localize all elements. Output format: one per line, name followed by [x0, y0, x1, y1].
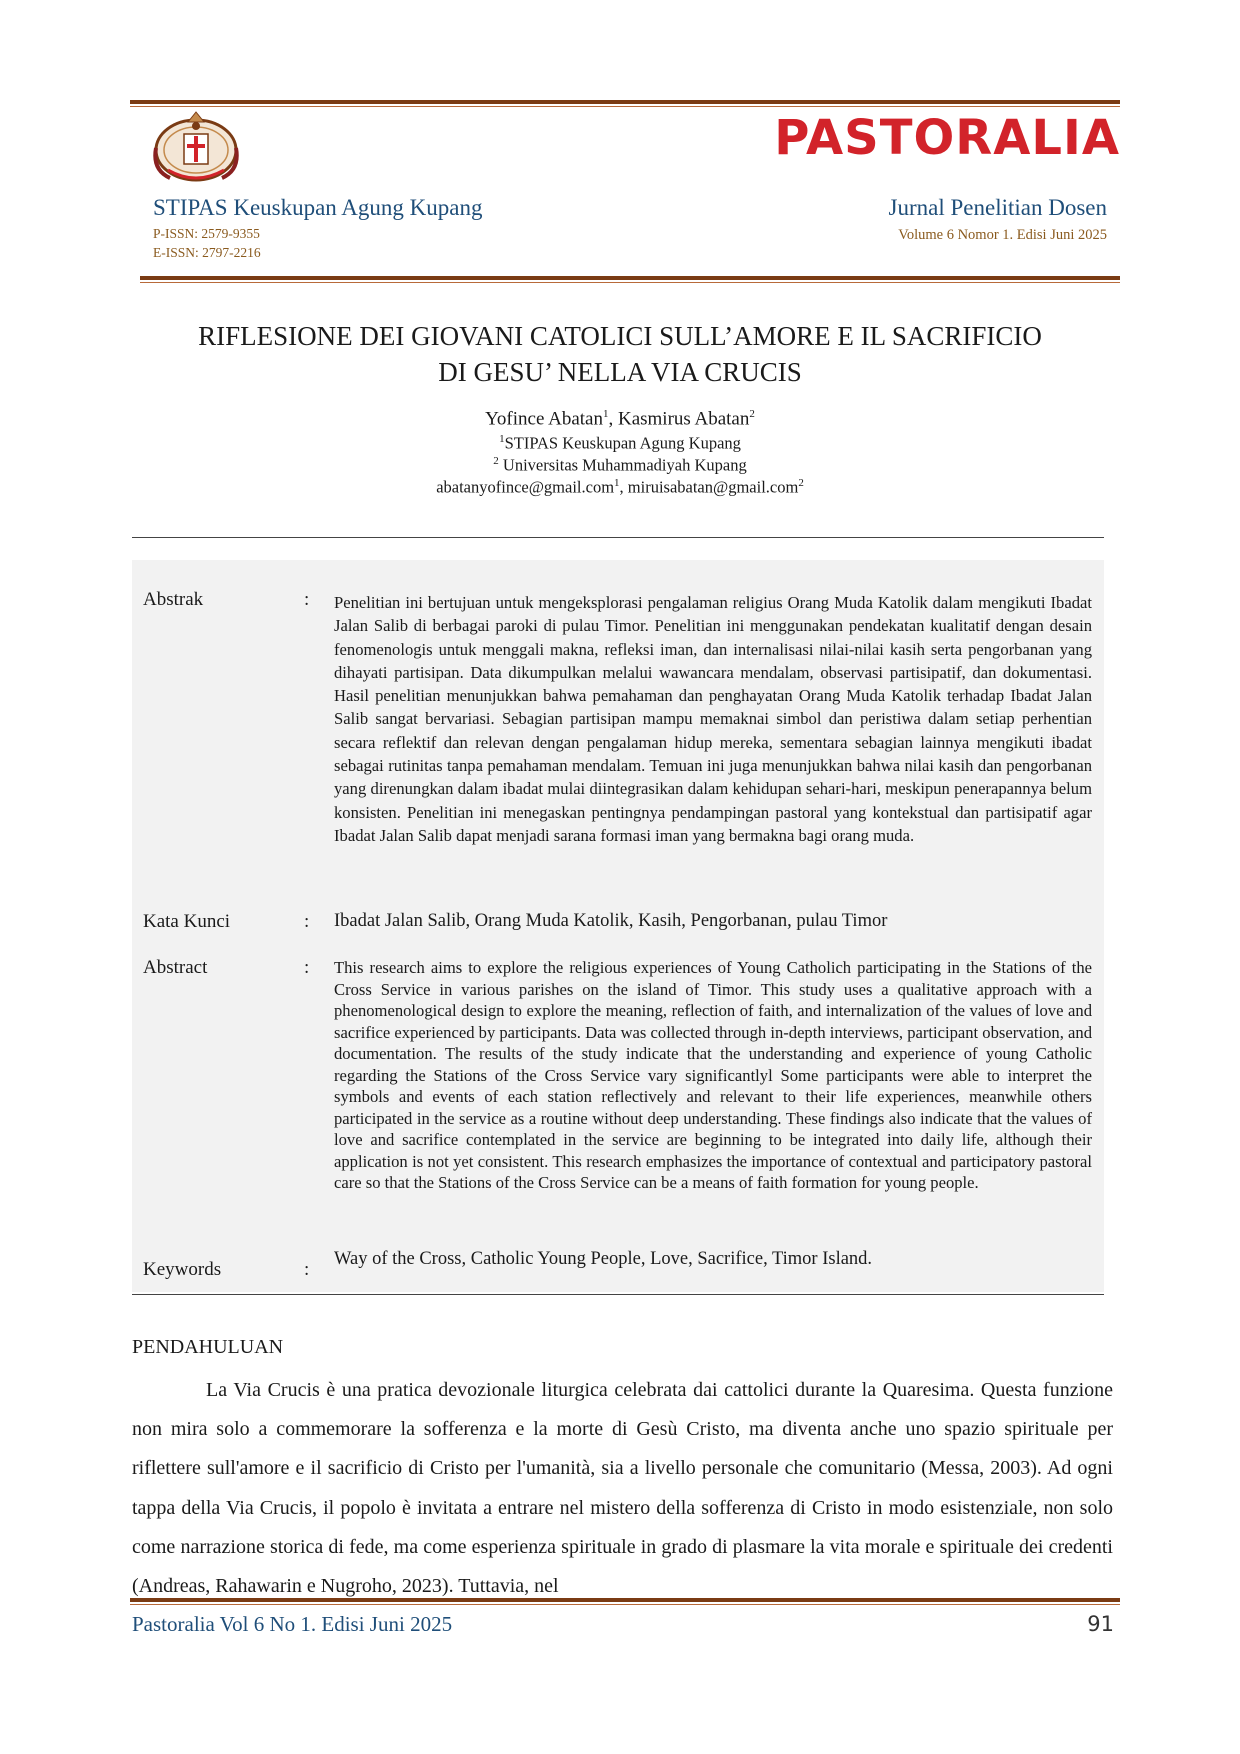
abstract-box-top-rule: [132, 537, 1104, 538]
page-number: 91: [1087, 1612, 1114, 1636]
affiliation-1-sup: 1: [499, 433, 505, 445]
email-1-sup: 1: [614, 477, 620, 489]
section-heading: PENDAHULUAN: [132, 1336, 284, 1358]
abstract-colon: :: [304, 957, 310, 978]
abstrak-colon: :: [304, 589, 310, 610]
kata-kunci-text: Ibadat Jalan Salib, Orang Muda Katolik, Kasih, Pengorbanan, pulau Timor: [334, 911, 888, 931]
affiliation-2-sup: 2: [493, 455, 499, 467]
kata-kunci-label: Kata Kunci: [143, 911, 231, 932]
keywords-text: Way of the Cross, Catholic Young People, Love, Sacrifice, Timor Island.: [334, 1249, 873, 1269]
footer-journal-info: Pastoralia Vol 6 No 1. Edisi Juni 2025: [132, 1612, 453, 1636]
author-1: Yofince Abatan: [485, 408, 603, 430]
institution-name: STIPAS Keuskupan Agung Kupang: [153, 195, 483, 220]
footer-rule: [130, 1598, 1120, 1602]
email-1: abatanyofince@gmail.com: [436, 477, 615, 497]
journal-name: PASTORALIA: [774, 110, 1120, 166]
abstract-box-bottom-rule: [132, 1294, 1104, 1295]
abstrak-text: Penelitian ini bertujuan untuk mengeksplorasi pengalaman religius Orang Muda Katolik dalam mengikuti Ibadat Jalan Salib di berbagai paroki di pulau Timor. Penelitian ini menggunakan pendekatan kualitatif dengan desain fenomenologis untuk menggali makna, refleksi iman, dan internalisasi nilai-nilai kasih serta pengorbanan yang dihayati partisipan. Data dikumpulkan melalui wawancara mendalam, observasi partisipatif, dan dokumentasi. Hasil penelitian menunjukkan bahwa pemahaman dan penghayatan Orang Muda Katolik terhadap Ibadat Jalan Salib sangat bervariasi. Sebagian partisipan mampu memaknai simbol dan peristiwa dalam setiap perhentian secara reflektif dan relevan dengan pengalaman hidup mereka, sementara sebagian lainnya mengikuti ibadat sebagai rutinitas tanpa pemahaman mendalam. Temuan ini juga menunjukkan bahwa nilai kasih dan pengorbanan yang direnungkan dalam ibadat mulai diintegrasikan dalam kehidupan sehari-hari, meskipun penerapannya belum konsisten. Penelitian ini menegaskan pentingnya pendampingan pastoral yang kontekstual dan partisipatif agar Ibadat Jalan Salib dapat menjadi sarana formasi iman yang bermakna bagi orang muda.: [334, 593, 1092, 845]
header-bottom-rule: [140, 276, 1120, 280]
p-issn: P-ISSN: 2579-9355: [153, 226, 260, 241]
abstrak-label: Abstrak: [143, 589, 204, 610]
author-2: Kasmirus Abatan: [617, 408, 750, 430]
affiliation-2: [120, 455, 1120, 476]
keywords-colon: :: [304, 1259, 310, 1280]
paper-title: [120, 318, 1120, 390]
affiliation-2-text: Universitas Muhammadiyah Kupang: [498, 455, 747, 475]
journal-volume: Volume 6 Nomor 1. Edisi Juni 2025: [898, 227, 1107, 243]
institution-seal-logo: [150, 108, 242, 188]
email-separator: ,: [619, 477, 628, 497]
affiliation-1-text: STIPAS Keuskupan Agung Kupang: [504, 433, 741, 453]
body-paragraph: La Via Crucis è una pratica devozionale liturgica celebrata dai cattolici durante la Quaresima. Questa funzione non mira solo a commemorare la sofferenza e la morte di Gesù Cristo, ma diventa anche uno spazio spirituale per riflettere sull'amore e il sacrificio di Cristo per l'umanità, sia a livello personale che comunitario (Messa, 2003). Ad ogni tappa della Via Crucis, il popolo è invitata a entrare nel mistero della sofferenza di Cristo in modo esistenziale, non solo come narrazione storica di fede, ma come esperienza spirituale in grado di plasmare la vita morale e spirituale dei credenti (Andreas, Rahawarin e Nugroho, 2023). Tuttavia, nel: [132, 1379, 1113, 1598]
e-issn: E-ISSN: 2797-2216: [153, 245, 261, 260]
abstract-label: Abstract: [143, 957, 208, 978]
author-2-sup: 2: [749, 408, 755, 420]
authors: [120, 408, 1120, 430]
affiliation-1: [120, 433, 1120, 454]
email-2-sup: 2: [798, 477, 804, 489]
kata-kunci-colon: :: [304, 911, 310, 932]
header-bottom-rule-thin: [140, 282, 1120, 283]
author-1-sup: 1: [602, 408, 609, 420]
footer-rule-thin: [130, 1604, 1120, 1605]
author-emails: [120, 477, 1120, 498]
paper-title-line-2: DI GESU’ NELLA VIA CRUCIS: [438, 357, 802, 387]
keywords-label: Keywords: [143, 1259, 222, 1280]
author-separator: ,: [608, 408, 618, 430]
abstract-text: This research aims to explore the religious experiences of Young Catholich participating in the Stations of the Cross Service in various parishes on the island of Timor. This study uses a qualitative approach with a phenomenological design to explore the meaning, reflection of faith, and internalization of the values of love and sacrifice experienced by participants. Data was collected through in-depth interviews, participant observation, and documentation. The results of the study indicate that the understanding and experience of young Catholic regarding the Stations of the Cross Service vary significantlyl Some participants were able to interpret the symbols and events of each station reflectively and relevant to their life experiences, meanwhile others participated in the service as a routine without deep understanding. These findings also indicate that the values of love and sacrifice contemplated in the service are beginning to be integrated into daily life, although their application is not yet consistent. This research emphasizes the importance of contextual and participatory pastoral care so that the Stations of the Cross Service can be a means of faith formation for young people.: [334, 958, 1092, 1193]
journal-subtitle: Jurnal Penelitian Dosen: [888, 195, 1107, 220]
paper-title-line-1: RIFLESIONE DEI GIOVANI CATOLICI SULL’AMORE E IL SACRIFICIO: [198, 321, 1042, 351]
header-top-rule-thin: [130, 106, 1120, 107]
header-top-rule: [130, 100, 1120, 104]
email-2: miruisabatan@gmail.com: [627, 477, 799, 497]
